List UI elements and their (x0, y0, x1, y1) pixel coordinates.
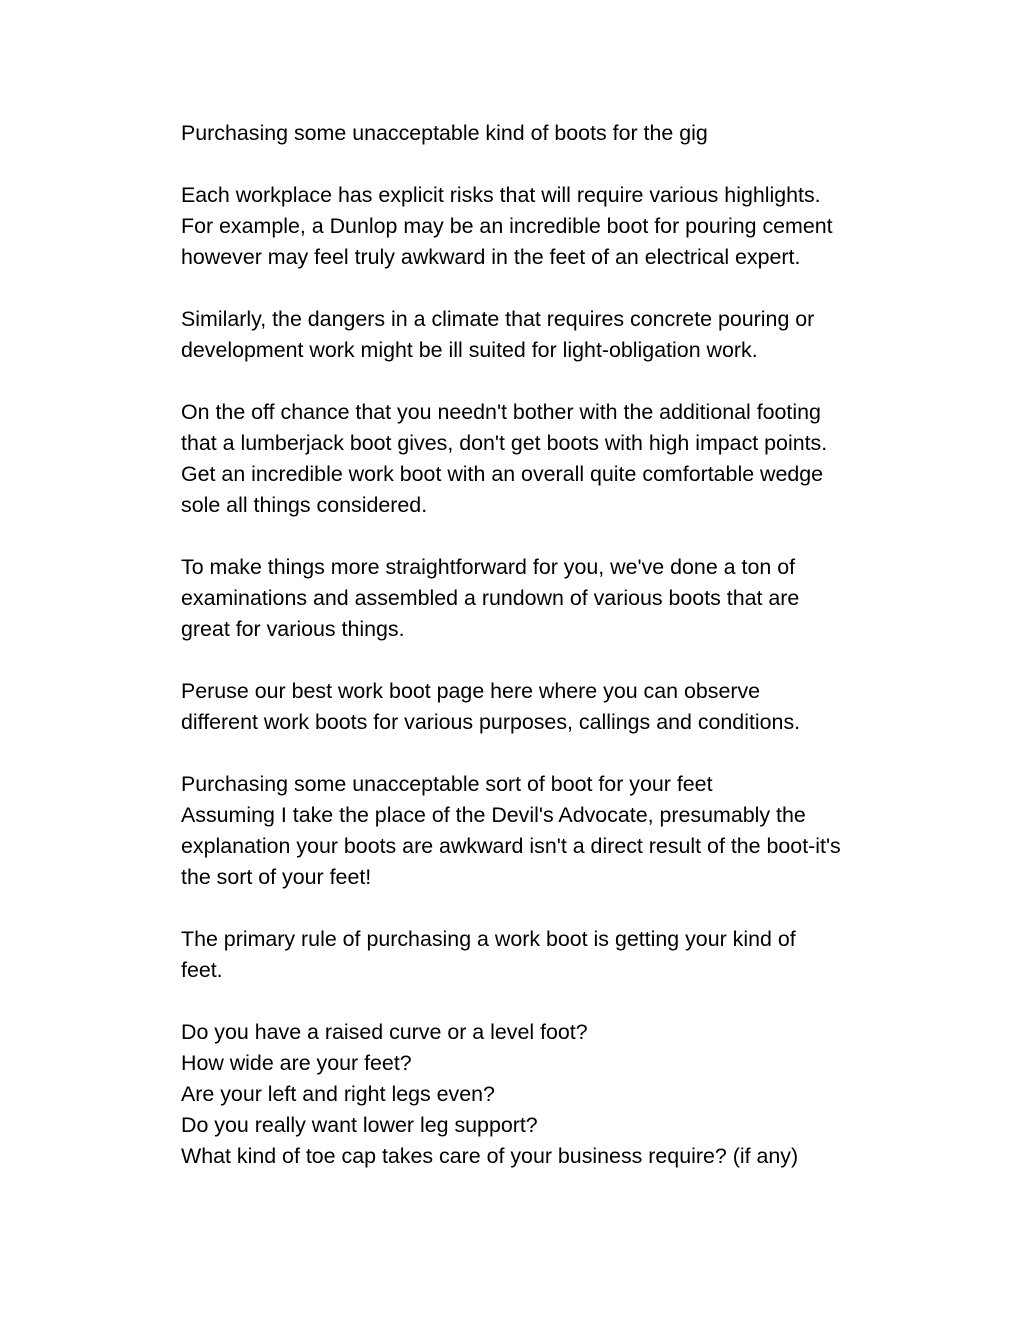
paragraph-peruse (181, 676, 921, 738)
paragraph-primary-rule (181, 924, 921, 986)
paragraph-line: Do you really want lower leg support? (181, 1113, 538, 1137)
paragraph-climate-dangers (181, 304, 921, 366)
paragraph-line: that a lumberjack boot gives, don't get boots with high impact points. (181, 431, 828, 455)
paragraph-line: however may feel truly awkward in the feet of an electrical expert. (181, 245, 801, 269)
paragraph-line: What kind of toe cap takes care of your business require? (if any) (181, 1144, 799, 1168)
paragraph-line: Purchasing some unacceptable kind of boots for the gig (181, 121, 708, 145)
paragraph-title (181, 118, 921, 149)
paragraph-line: different work boots for various purposes, callings and conditions. (181, 710, 801, 734)
paragraph-line: How wide are your feet? (181, 1051, 412, 1075)
paragraph-line: examinations and assembled a rundown of various boots that are (181, 586, 800, 610)
paragraph-line: For example, a Dunlop may be an incredible boot for pouring cement (181, 214, 833, 238)
paragraph-line: Each workplace has explicit risks that will require various highlights. (181, 183, 821, 207)
paragraph-line: great for various things. (181, 617, 405, 641)
paragraph-footing (181, 397, 921, 521)
paragraph-line: Purchasing some unacceptable sort of boot for your feet (181, 772, 713, 796)
paragraph-line: To make things more straightforward for you, we've done a ton of (181, 555, 796, 579)
paragraph-line: Similarly, the dangers in a climate that requires concrete pouring or (181, 307, 815, 331)
paragraph-line: The primary rule of purchasing a work boot is getting your kind of (181, 927, 796, 951)
paragraph-line: On the off chance that you needn't bother with the additional footing (181, 400, 821, 424)
paragraph-line: sole all things considered. (181, 493, 428, 517)
paragraph-wrong-boot (181, 769, 921, 893)
paragraph-examinations (181, 552, 921, 645)
paragraph-line: the sort of your feet! (181, 865, 372, 889)
paragraph-workplace-risks (181, 180, 921, 273)
paragraph-line: Peruse our best work boot page here where you can observe (181, 679, 761, 703)
paragraph-line: Are your left and right legs even? (181, 1082, 495, 1106)
document-body (181, 118, 921, 1203)
paragraph-line: development work might be ill suited for light-obligation work. (181, 338, 758, 362)
paragraph-line: Get an incredible work boot with an overall quite comfortable wedge (181, 462, 824, 486)
paragraph-line: feet. (181, 958, 223, 982)
paragraph-line: Do you have a raised curve or a level foot? (181, 1020, 588, 1044)
paragraph-line: Assuming I take the place of the Devil's Advocate, presumably the (181, 803, 806, 827)
paragraph-line: explanation your boots are awkward isn't a direct result of the boot-it's (181, 834, 841, 858)
paragraph-questions (181, 1017, 921, 1172)
